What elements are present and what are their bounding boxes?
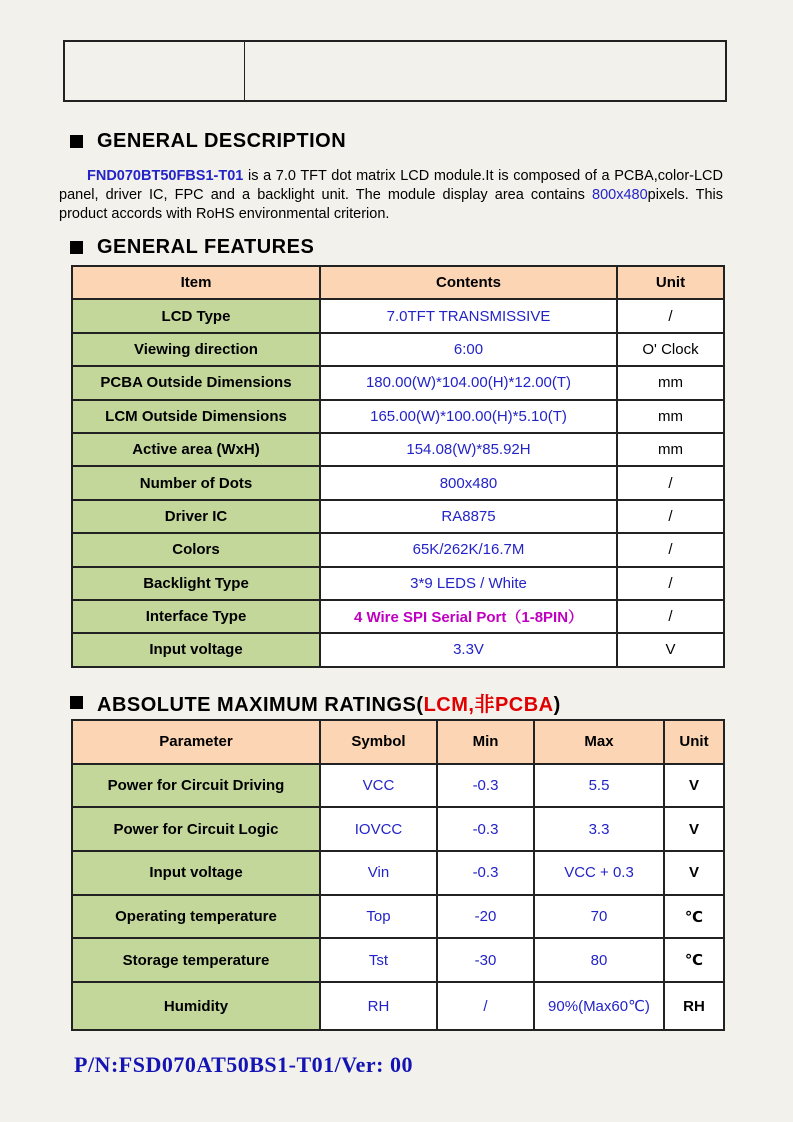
feature-unit: mm (617, 400, 724, 433)
rating-max: 90%(Max60℃) (534, 982, 664, 1030)
rating-parameter: Power for Circuit Driving (72, 764, 320, 808)
general-description-title: GENERAL DESCRIPTION (97, 130, 347, 152)
header-divider (244, 42, 245, 100)
absolute-max-title: ABSOLUTE MAXIMUM RATINGS( (97, 694, 424, 716)
feature-contents: 154.08(W)*85.92H (320, 433, 617, 466)
header-unit: Unit (617, 266, 724, 299)
feature-contents: 3.3V (320, 633, 617, 666)
table-row (72, 466, 724, 499)
general-features-table (71, 265, 725, 668)
rating-parameter: Power for Circuit Logic (72, 807, 320, 851)
feature-item: Interface Type (72, 600, 320, 633)
rating-min: / (437, 982, 534, 1030)
rating-symbol: RH (320, 982, 437, 1030)
rating-unit: V (664, 764, 724, 808)
feature-item: Viewing direction (72, 333, 320, 366)
table-row (72, 807, 724, 851)
table-row (72, 633, 724, 666)
rating-symbol: IOVCC (320, 807, 437, 851)
absolute-max-table (71, 719, 725, 1031)
rating-unit: RH (664, 982, 724, 1030)
general-features-heading (70, 236, 314, 259)
model-name: FND070BT50FBS1-T01 (87, 168, 244, 184)
header-item: Item (72, 266, 320, 299)
feature-unit: V (617, 633, 724, 666)
rating-unit: V (664, 851, 724, 895)
rating-symbol: Tst (320, 938, 437, 982)
table-row (72, 938, 724, 982)
table-header-row (72, 266, 724, 299)
header-parameter: Parameter (72, 720, 320, 764)
bullet-square-icon (70, 241, 83, 254)
rating-symbol: VCC (320, 764, 437, 808)
feature-contents: 6:00 (320, 333, 617, 366)
rating-max: VCC + 0.3 (534, 851, 664, 895)
rating-parameter: Input voltage (72, 851, 320, 895)
header-symbol: Symbol (320, 720, 437, 764)
feature-unit: / (617, 567, 724, 600)
table-row (72, 982, 724, 1030)
feature-item: Driver IC (72, 500, 320, 533)
bullet-square-icon (70, 696, 83, 709)
feature-item: Number of Dots (72, 466, 320, 499)
feature-item: Input voltage (72, 633, 320, 666)
general-features-title: GENERAL FEATURES (97, 236, 315, 258)
feature-contents: 3*9 LEDS / White (320, 567, 617, 600)
feature-unit: / (617, 533, 724, 566)
feature-unit: mm (617, 366, 724, 399)
table-row (72, 567, 724, 600)
rating-min: -0.3 (437, 807, 534, 851)
feature-contents: 4 Wire SPI Serial Port（1-8PIN） (320, 600, 617, 633)
rating-unit: ℃ (664, 895, 724, 939)
header-min: Min (437, 720, 534, 764)
table-row (72, 533, 724, 566)
feature-contents: 800x480 (320, 466, 617, 499)
rating-unit: V (664, 807, 724, 851)
part-number-footer: P/N:FSD070AT50BS1-T01/Ver: 00 (74, 1052, 413, 1077)
feature-item: Backlight Type (72, 567, 320, 600)
feature-contents: RA8875 (320, 500, 617, 533)
bullet-square-icon (70, 135, 83, 148)
feature-unit: / (617, 600, 724, 633)
rating-symbol: Vin (320, 851, 437, 895)
rating-min: -30 (437, 938, 534, 982)
rating-max: 70 (534, 895, 664, 939)
feature-contents: 7.0TFT TRANSMISSIVE (320, 299, 617, 332)
rating-min: -0.3 (437, 764, 534, 808)
feature-item: PCBA Outside Dimensions (72, 366, 320, 399)
feature-contents: 65K/262K/16.7M (320, 533, 617, 566)
table-header-row (72, 720, 724, 764)
header-unit: Unit (664, 720, 724, 764)
general-description-heading (70, 130, 346, 153)
table-row (72, 400, 724, 433)
feature-item: Active area (WxH) (72, 433, 320, 466)
table-row (72, 851, 724, 895)
rating-max: 3.3 (534, 807, 664, 851)
feature-unit: / (617, 299, 724, 332)
feature-contents: 180.00(W)*104.00(H)*12.00(T) (320, 366, 617, 399)
feature-contents: 165.00(W)*100.00(H)*5.10(T) (320, 400, 617, 433)
feature-unit: / (617, 500, 724, 533)
rating-min: -0.3 (437, 851, 534, 895)
rating-parameter: Operating temperature (72, 895, 320, 939)
absolute-max-heading (70, 688, 561, 717)
feature-unit: O' Clock (617, 333, 724, 366)
table-row (72, 433, 724, 466)
table-row (72, 500, 724, 533)
table-row (72, 333, 724, 366)
rating-parameter: Storage temperature (72, 938, 320, 982)
header-contents: Contents (320, 266, 617, 299)
feature-item: LCD Type (72, 299, 320, 332)
table-row (72, 366, 724, 399)
header-max: Max (534, 720, 664, 764)
absolute-max-title-red: LCM,非PCBA (423, 694, 554, 716)
feature-item: LCM Outside Dimensions (72, 400, 320, 433)
rating-max: 80 (534, 938, 664, 982)
general-description-text (59, 167, 723, 224)
table-row (72, 299, 724, 332)
feature-unit: mm (617, 433, 724, 466)
description-text-1: is a 7.0 TFT dot matrix LCD module.It is composed of a PCBA,color-LCD panel, driver IC, FPC and a backlight unit. The module display area contains (59, 168, 723, 203)
resolution-text: 800x480 (592, 187, 648, 203)
rating-max: 5.5 (534, 764, 664, 808)
header-box (63, 40, 727, 102)
absolute-max-title-suffix: ) (553, 694, 561, 716)
table-row (72, 764, 724, 808)
description-text-2: pixels. This product accords with RoHS environmental criterion. (59, 187, 723, 222)
rating-unit: ℃ (664, 938, 724, 982)
rating-min: -20 (437, 895, 534, 939)
rating-symbol: Top (320, 895, 437, 939)
feature-unit: / (617, 466, 724, 499)
table-row (72, 600, 724, 633)
table-row (72, 895, 724, 939)
feature-item: Colors (72, 533, 320, 566)
rating-parameter: Humidity (72, 982, 320, 1030)
